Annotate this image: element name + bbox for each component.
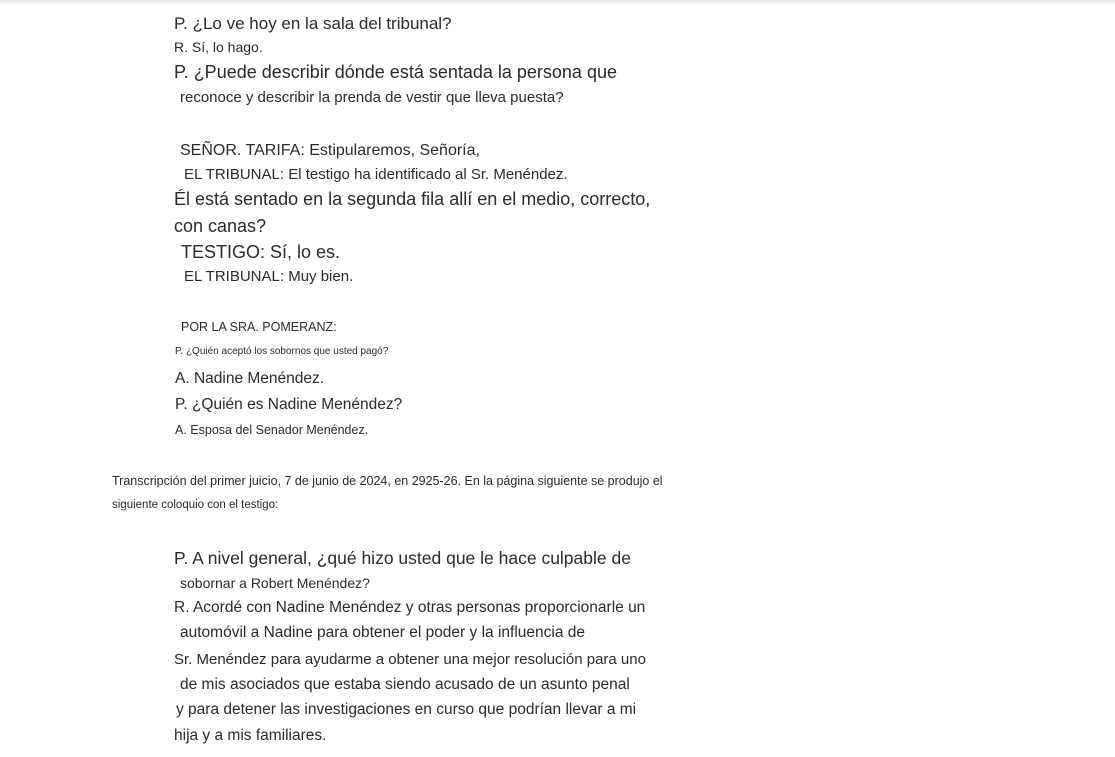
transcript-line: R. Acordé con Nadine Menéndez y otras personas proporcionarle un	[174, 599, 646, 616]
transcript-line: P. ¿Quién es Nadine Menéndez?	[175, 396, 403, 413]
transcript-line: de mis asociados que estaba siendo acusado de un asunto penal	[180, 676, 630, 693]
transcript-line: A. Esposa del Senador Menéndez.	[175, 423, 369, 437]
transcript-line: A. Nadine Menéndez.	[175, 370, 325, 387]
page-top-edge	[0, 0, 1115, 5]
transcript-line: R. Sí, lo hago.	[174, 39, 263, 55]
transcript-line: P. ¿Puede describir dónde está sentada la persona que	[174, 62, 617, 82]
transcript-line: POR LA SRA. POMERANZ:	[181, 320, 337, 334]
transcript-line: automóvil a Nadine para obtener el poder y la influencia de	[180, 624, 585, 641]
transcript-line: EL TRIBUNAL: Muy bien.	[184, 268, 354, 285]
paragraph-line: siguiente coloquio con el testigo:	[112, 499, 279, 511]
transcript-line: hija y a mis familiares.	[174, 727, 327, 744]
transcript-line: Él está sentado en la segunda fila allí en el medio, correcto,	[174, 189, 651, 209]
transcript-line: TESTIGO: Sí, lo es.	[181, 242, 341, 262]
transcript-line: sobornar a Robert Menéndez?	[180, 575, 370, 591]
paragraph-line: Transcripción del primer juicio, 7 de junio de 2024, en 2925-26. En la página siguiente se produjo el	[112, 474, 663, 488]
transcript-line: P. ¿Lo ve hoy en la sala del tribunal?	[174, 14, 452, 33]
transcript-line: P. ¿Quién aceptó los sobornos que usted pagó?	[175, 346, 389, 357]
transcript-line: EL TRIBUNAL: El testigo ha identificado al Sr. Menéndez.	[184, 166, 568, 183]
transcript-line: Sr. Menéndez para ayudarme a obtener una mejor resolución para uno	[174, 651, 646, 668]
transcript-line: con canas?	[174, 216, 267, 236]
transcript-line: P. A nivel general, ¿qué hizo usted que le hace culpable de	[174, 548, 631, 568]
transcript-line: reconoce y describir la prenda de vestir que lleva puesta?	[180, 89, 564, 106]
transcript-line: y para detener las investigaciones en curso que podrían llevar a mi	[176, 701, 637, 718]
transcript-line: SEÑOR. TARIFA: Estipularemos, Señoría,	[180, 142, 480, 159]
